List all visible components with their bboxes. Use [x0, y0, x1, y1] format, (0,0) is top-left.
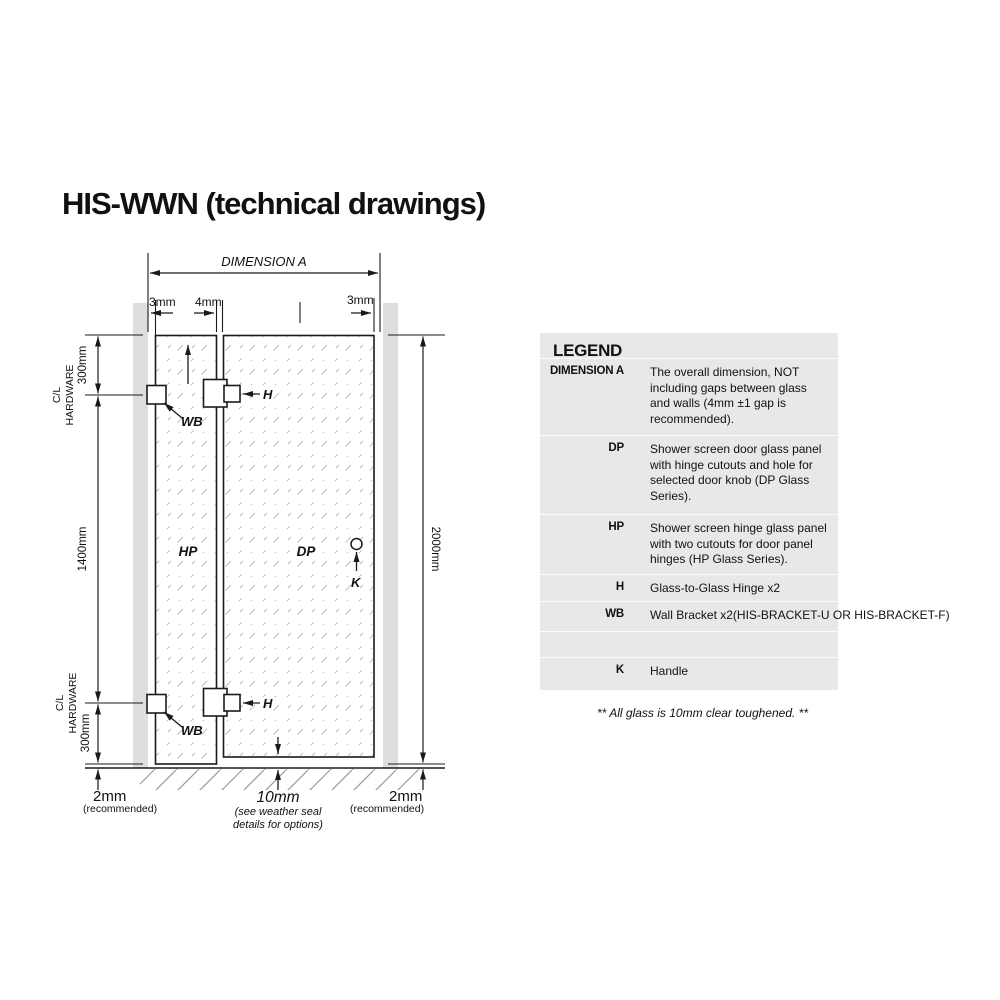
hinge-bottom-label: H: [263, 696, 273, 711]
panel-hp-label: HP: [178, 544, 198, 559]
gap-2mm-right: 2mm: [389, 788, 423, 805]
dim-300-top-label: 300mm: [77, 345, 89, 385]
legend-row-h: [540, 574, 838, 601]
legend-row-dp: [540, 435, 838, 514]
dim-2000-label: 2000mm: [429, 526, 441, 572]
gap-left-label: 3mm: [149, 295, 176, 309]
legend-row-blank: [540, 631, 838, 657]
dim-300-bottom-label: 300mm: [80, 713, 92, 753]
gap-2mm-left: 2mm: [93, 788, 127, 805]
dimension-a: [150, 254, 378, 273]
legend-term: H: [615, 581, 624, 593]
gap-2mm-right-note: (recommended): [350, 803, 425, 815]
legend-term: WB: [605, 608, 624, 620]
gap-2mm-left-note: (recommended): [83, 803, 158, 815]
weather-seal-note-1: (see weather seal: [234, 806, 322, 818]
legend-row-wb: [540, 601, 950, 631]
legend-term: DP: [608, 442, 624, 454]
bottom-annotations: [83, 788, 424, 831]
legend-panel: [540, 333, 950, 690]
right-dimension: [423, 337, 441, 791]
legend-row-k: [540, 657, 838, 690]
legend-desc: Shower screen door glass panel with hinge cutouts and hole for selected door knob (DP Glass Series).: [650, 442, 822, 503]
legend-desc: Handle: [650, 664, 689, 678]
wall-left: [133, 303, 148, 768]
left-dimension-chain: [51, 337, 98, 791]
cl-hardware-bottom-1: C/L: [54, 694, 66, 712]
dim-1400-label: 1400mm: [77, 526, 89, 572]
legend-title: LEGEND: [553, 341, 623, 360]
wall-right: [383, 303, 398, 768]
handle-k-label: K: [351, 575, 361, 590]
legend-row-hp: [540, 514, 838, 574]
floor-hatch: [140, 769, 420, 790]
cl-hardware-top-2: HARDWARE: [64, 364, 76, 426]
wall-bracket-top-label: WB: [181, 414, 203, 429]
top-gap-dimensions: [149, 293, 374, 313]
legend-footnote: ** All glass is 10mm clear toughened. **: [597, 706, 808, 720]
legend-term: K: [615, 664, 624, 676]
wall-bracket-bottom-label: WB: [181, 723, 203, 738]
legend-term: DIMENSION A: [549, 365, 624, 377]
dimension-a-label: DIMENSION A: [221, 254, 307, 269]
legend-desc: The overall dimension, NOT including gaps between glass and walls (4mm ±1 gap is recommended).: [650, 365, 807, 426]
legend-term: HP: [608, 521, 624, 533]
technical-drawing: [0, 240, 520, 840]
panel-dp-label: DP: [296, 544, 316, 559]
legend-desc: Shower screen hinge glass panel with two cutouts for door panel hinges (HP Glass Series).: [650, 521, 827, 566]
gap-middle-label: 4mm: [195, 295, 222, 309]
page-title: HIS-WWN (technical drawings): [62, 186, 486, 221]
gap-10mm: 10mm: [256, 789, 300, 806]
legend-desc: Glass-to-Glass Hinge x2: [650, 581, 781, 595]
hinge-top-label: H: [263, 387, 273, 402]
legend-row-dimension-a: [540, 358, 838, 435]
cl-hardware-top-1: C/L: [51, 386, 63, 404]
weather-seal-note-2: details for options): [233, 819, 323, 831]
gap-right-label: 3mm: [347, 293, 374, 307]
legend-desc: Wall Bracket x2(HIS-BRACKET-U OR HIS-BRACKET-F): [650, 608, 950, 622]
cl-hardware-bottom-2: HARDWARE: [67, 672, 79, 734]
